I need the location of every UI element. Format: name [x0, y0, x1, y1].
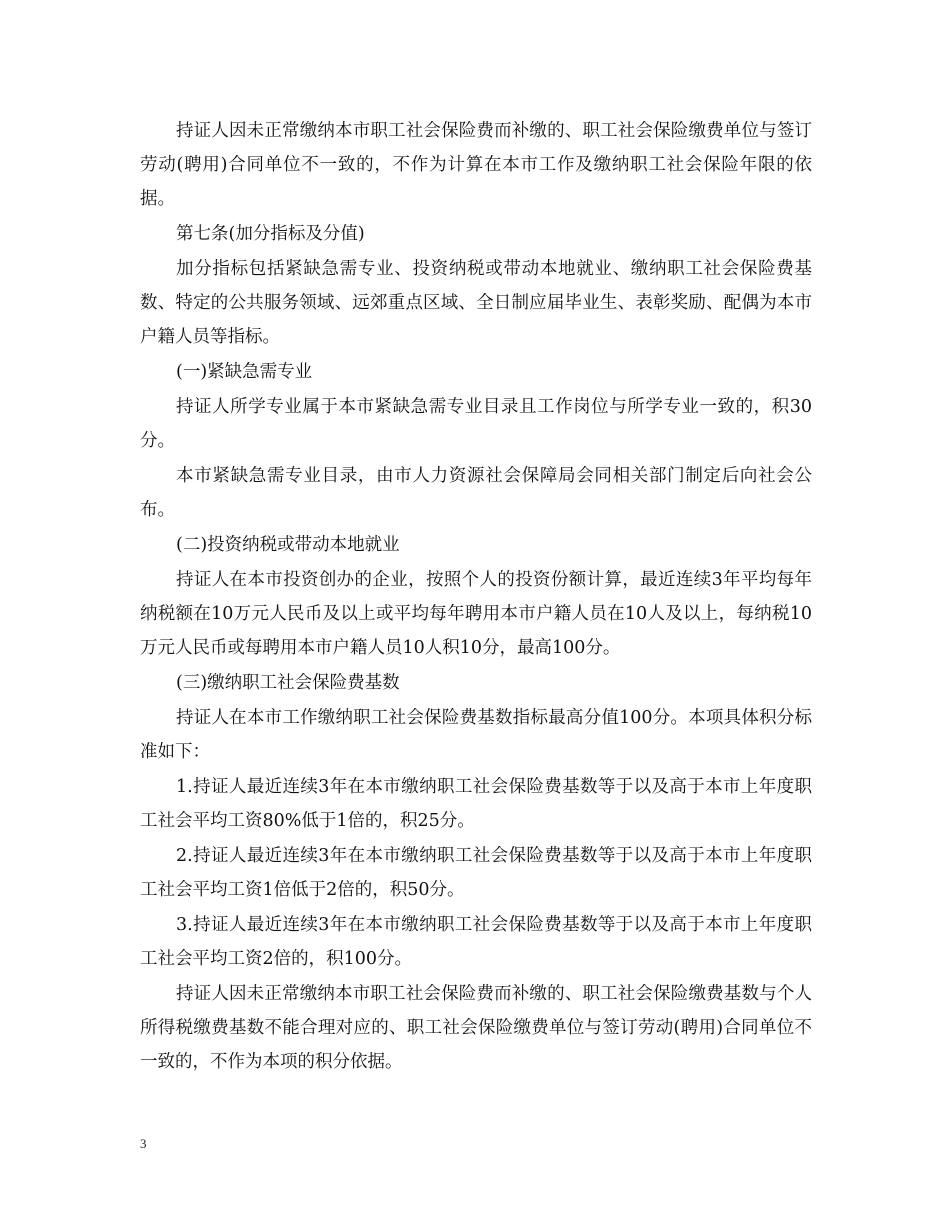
- article-heading: 第七条(加分指标及分值): [176, 224, 365, 244]
- section-heading: (二)投资纳税或带动本地就业: [176, 535, 400, 555]
- section-heading: (一)紧缺急需专业: [176, 362, 313, 382]
- paragraph: 持证人因未正常缴纳本市职工社会保险费而补缴的、职工社会保险缴费单位与签订劳动(聘用)合同单位不一致的，不作为计算在本市工作及缴纳职工社会保险年限的依据。: [140, 121, 812, 209]
- list-item: 1.持证人最近连续3年在本市缴纳职工社会保险费基数等于以及高于本市上年度职工社会平均工资80%低于1倍的，积25分。: [140, 777, 812, 831]
- document-body: [140, 114, 812, 1080]
- list-item: 2.持证人最近连续3年在本市缴纳职工社会保险费基数等于以及高于本市上年度职工社会平均工资1倍低于2倍的，积50分。: [140, 846, 812, 900]
- paragraph: 持证人因未正常缴纳本市职工社会保险费而补缴的、职工社会保险缴费基数与个人所得税缴费基数不能合理对应的、职工社会保险缴费单位与签订劳动(聘用)合同单位不一致的，不作为本项的积分依据。: [140, 984, 812, 1072]
- paragraph: 本市紧缺急需专业目录，由市人力资源社会保障局会同相关部门制定后向社会公布。: [140, 466, 812, 520]
- paragraph: 持证人所学专业属于本市紧缺急需专业目录且工作岗位与所学专业一致的，积30分。: [140, 397, 812, 451]
- page-number: 3: [140, 1136, 147, 1151]
- section-heading: (三)缴纳职工社会保险费基数: [176, 673, 400, 693]
- paragraph: 持证人在本市工作缴纳职工社会保险费基数指标最高分值100分。本项具体积分标准如下：: [140, 708, 812, 762]
- paragraph: 持证人在本市投资创办的企业，按照个人的投资份额计算，最近连续3年平均每年纳税额在10万元人民币及以上或平均每年聘用本市户籍人员在10人及以上，每纳税10万元人民币或每聘用本市户籍人员10人积10分，最高100分。: [140, 570, 812, 658]
- list-item: 3.持证人最近连续3年在本市缴纳职工社会保险费基数等于以及高于本市上年度职工社会平均工资2倍的，积100分。: [140, 915, 812, 969]
- paragraph: 加分指标包括紧缺急需专业、投资纳税或带动本地就业、缴纳职工社会保险费基数、特定的公共服务领域、远郊重点区域、全日制应届毕业生、表彰奖励、配偶为本市户籍人员等指标。: [140, 259, 812, 347]
